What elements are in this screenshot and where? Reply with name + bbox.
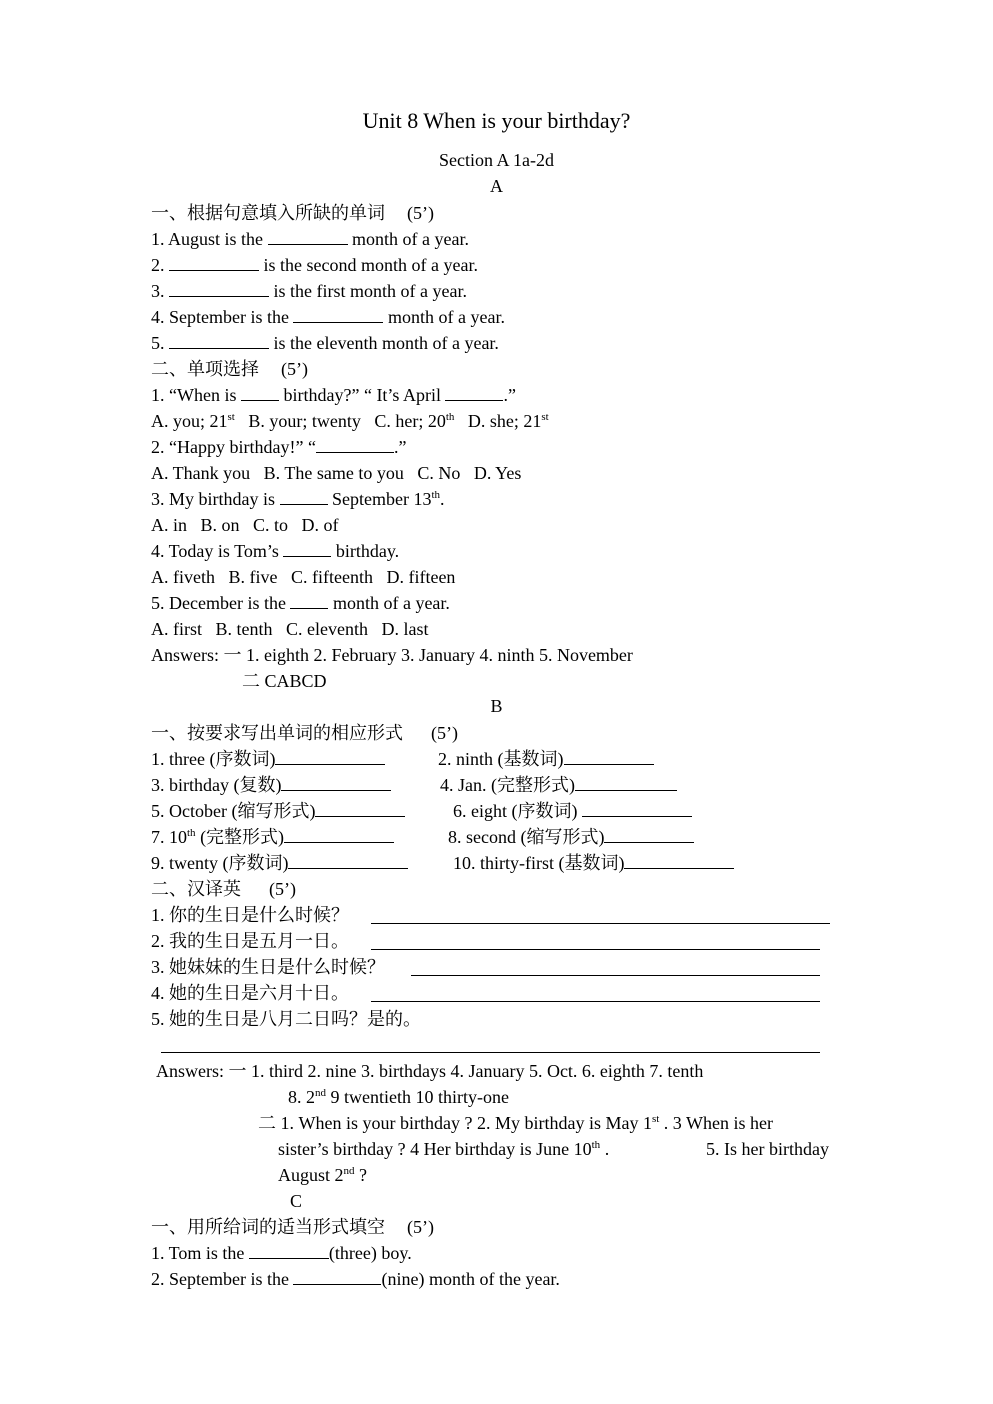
answer-line[interactable] (371, 1001, 820, 1002)
answer-blank[interactable] (268, 228, 348, 245)
part-a-sec2-heading: 二、单项选择 (5’) (151, 359, 308, 379)
section-subtitle: Section A 1a-2d (439, 150, 554, 170)
a2-question-4: 4. Today is Tom’s birthday. (151, 541, 400, 561)
b1-item-7: 7. 10th (完整形式) (151, 826, 394, 848)
worksheet-title: Unit 8 When is your birthday? (362, 108, 631, 133)
part-b-sec2-heading: 二、汉译英 (5’) (151, 879, 296, 899)
answer-blank[interactable] (283, 540, 331, 557)
option-d[interactable]: D. last (381, 619, 429, 639)
part-b-answers-line-1: Answers: 一 1. third 2. nine 3. birthdays 4. January 5. Oct. 6. eighth 7. tenth (156, 1061, 704, 1081)
b1-item-10: 10. thirty-first (基数词) (453, 852, 734, 874)
b1-item-3: 3. birthday (复数) (151, 774, 391, 796)
b1-item-8: 8. second (缩写形式) (448, 826, 694, 848)
option-d[interactable]: D. fifteen (386, 567, 456, 587)
b2-translate-5: 5. 她的生日是八月二日吗？是的。 (151, 1009, 421, 1029)
c1-question-1: 1. Tom is the (three) boy. (151, 1243, 412, 1263)
c1-question-2: 2. September is the (nine) month of the year. (151, 1269, 560, 1289)
b1-item-6: 6. eight (序数词) (453, 800, 692, 822)
part-b-answers-line-2: 8. 2nd 9 twentieth 10 thirty-one (288, 1087, 509, 1107)
answer-line[interactable] (411, 975, 820, 976)
answer-blank[interactable] (582, 800, 692, 817)
answer-blank[interactable] (315, 800, 405, 817)
a1-question-3: 3. is the first month of a year. (151, 281, 467, 301)
answer-blank[interactable] (316, 436, 394, 453)
answer-line[interactable] (371, 949, 820, 950)
a2-options-4 (151, 566, 455, 588)
part-a-label: A (490, 176, 503, 196)
option-c[interactable]: C. No (417, 463, 461, 483)
option-a[interactable]: A. fiveth (151, 567, 215, 587)
a2-options-5 (151, 618, 428, 640)
b1-item-4: 4. Jan. (完整形式) (440, 774, 677, 796)
option-a[interactable]: A. first (151, 619, 202, 639)
answer-blank[interactable] (284, 826, 394, 843)
part-b-label: B (490, 696, 503, 716)
part-c-sec1-heading: 一、用所给词的适当形式填空 (5’) (151, 1217, 434, 1237)
part-b-sec1-heading: 一、按要求写出单词的相应形式 (5’) (151, 723, 458, 743)
a1-question-4: 4. September is the month of a year. (151, 307, 505, 327)
part-b-answers-line-5: August 2nd ? (278, 1165, 368, 1185)
answer-blank[interactable] (249, 1242, 329, 1259)
answer-blank[interactable] (169, 280, 269, 297)
part-a-answers-line-1: Answers: 一 1. eighth 2. February 3. January 4. ninth 5. November (151, 645, 633, 665)
option-c[interactable]: C. fifteenth (290, 567, 373, 587)
answer-blank[interactable] (293, 1268, 381, 1285)
b1-item-5: 5. October (缩写形式) (151, 800, 405, 822)
answer-blank[interactable] (241, 384, 279, 401)
option-b[interactable]: B. five (228, 567, 278, 587)
b1-item-1: 1. three (序数词) (151, 748, 385, 770)
option-d[interactable]: D. Yes (473, 463, 522, 483)
option-c[interactable]: C. eleventh (286, 619, 368, 639)
answer-blank[interactable] (290, 592, 328, 609)
a2-options-1 (151, 410, 549, 432)
answer-blank[interactable] (169, 332, 269, 349)
option-b[interactable]: B. The same to you (263, 463, 404, 483)
option-b[interactable]: B. on (200, 515, 240, 535)
option-a[interactable]: A. in (151, 515, 187, 535)
answer-blank[interactable] (575, 774, 677, 791)
answer-blank[interactable] (564, 748, 654, 765)
part-b-answers-line-4: sister’s birthday ? 4 Her birthday is June 10th . (278, 1139, 610, 1159)
answer-blank[interactable] (169, 254, 259, 271)
option-c[interactable]: C. her; 20th (374, 411, 455, 431)
answer-line[interactable] (161, 1052, 820, 1053)
option-d[interactable]: D. she; 21st (467, 411, 549, 431)
a2-question-3: 3. My birthday is September 13th. (151, 489, 445, 509)
a2-question-1: 1. “When is birthday?” “ It’s April .” (151, 385, 516, 405)
answer-blank[interactable] (280, 488, 328, 505)
answer-blank[interactable] (288, 852, 408, 869)
a2-question-2: 2. “Happy birthday!” “ .” (151, 437, 407, 457)
b2-translate-2: 2. 我的生日是五月一日。 (151, 931, 349, 951)
b2-translate-4: 4. 她的生日是六月十日。 (151, 983, 349, 1003)
a2-question-5: 5. December is the month of a year. (151, 593, 450, 613)
answer-blank[interactable] (293, 306, 383, 323)
a1-question-5: 5. is the eleventh month of a year. (151, 333, 499, 353)
answer-blank[interactable] (624, 852, 734, 869)
a1-question-1: 1. August is the month of a year. (151, 229, 469, 249)
option-b[interactable]: B. tenth (215, 619, 273, 639)
b1-item-2: 2. ninth (基数词) (438, 748, 654, 770)
answer-line[interactable] (371, 923, 830, 924)
option-d[interactable]: D. of (301, 515, 339, 535)
answer-blank[interactable] (604, 826, 694, 843)
option-a[interactable]: A. you; 21st (151, 411, 235, 431)
b2-translate-3: 3. 她妹妹的生日是什么时候？ (151, 957, 385, 977)
option-a[interactable]: A. Thank you (151, 463, 251, 483)
answer-blank[interactable] (445, 384, 503, 401)
a2-options-3 (151, 514, 339, 536)
a1-question-2: 2. is the second month of a year. (151, 255, 478, 275)
part-b-answers-line-4b: 5. Is her birthday (706, 1139, 829, 1159)
a2-options-2 (151, 462, 521, 484)
part-a-answers-line-2: 二 CABCD (242, 671, 327, 691)
answer-blank[interactable] (275, 748, 385, 765)
part-c-label: C (290, 1191, 303, 1211)
b1-item-9: 9. twenty (序数词) (151, 852, 408, 874)
part-a-sec1-heading: 一、根据句意填入所缺的单词 (5’) (151, 203, 434, 223)
option-b[interactable]: B. your; twenty (248, 411, 361, 431)
b2-translate-1: 1. 你的生日是什么时候？ (151, 905, 349, 925)
option-c[interactable]: C. to (253, 515, 289, 535)
part-b-answers-line-3: 二 1. When is your birthday ? 2. My birthday is May 1st . 3 When is her (258, 1113, 773, 1133)
answer-blank[interactable] (281, 774, 391, 791)
